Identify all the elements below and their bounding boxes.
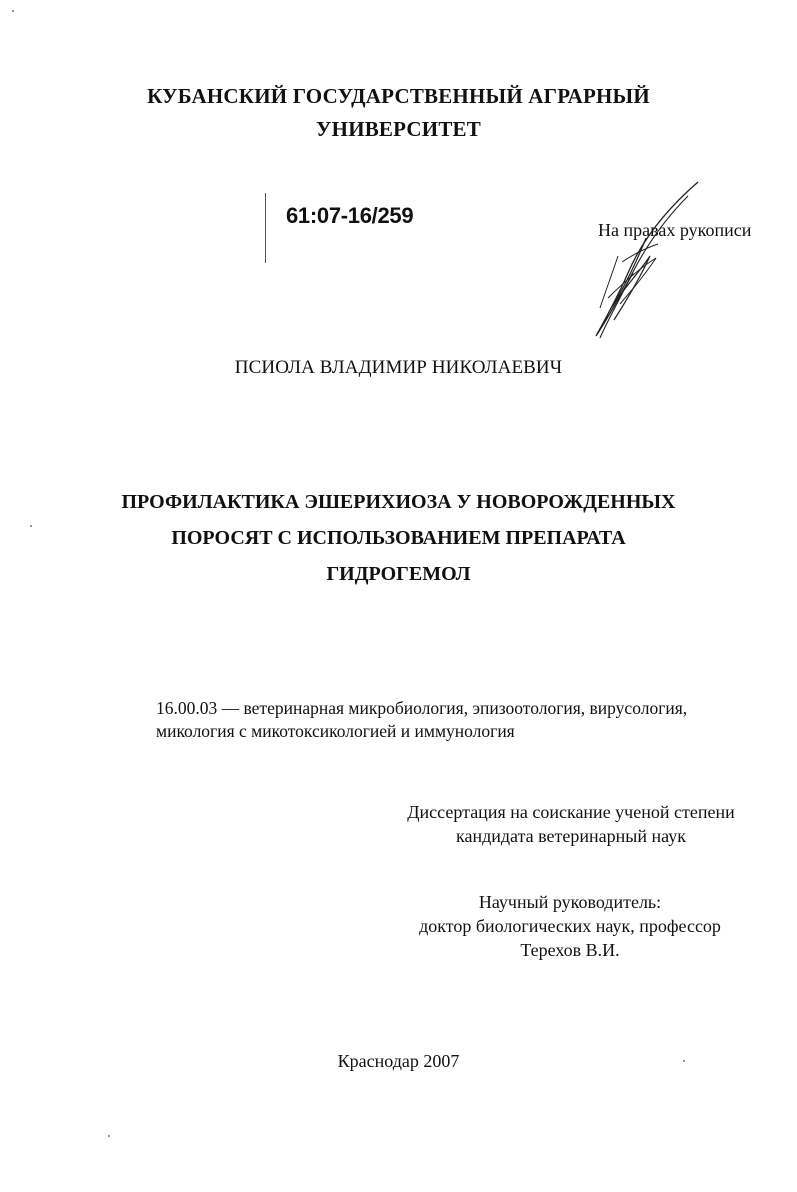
supervisor-credentials: доктор биологических наук, профессор <box>419 916 721 936</box>
scan-speck <box>12 10 14 12</box>
manuscript-rights: На правах рукописи <box>598 220 752 240</box>
title-line3: ГИДРОГЕМОЛ <box>326 563 471 585</box>
title-line2: ПОРОСЯТ С ИСПОЛЬЗОВАНИЕМ ПРЕПАРАТА <box>171 527 626 549</box>
specialty-line2: микология с микотоксикологией и иммунология <box>156 721 515 741</box>
scan-speck <box>683 1060 685 1062</box>
dissertation-line2: кандидата ветеринарный наук <box>456 826 686 846</box>
stamp-bar <box>265 193 266 263</box>
title-line1: ПРОФИЛАКТИКА ЭШЕРИХИОЗА У НОВОРОЖДЕННЫХ <box>121 491 676 513</box>
dissertation-line1: Диссертация на соискание ученой степени <box>407 802 735 822</box>
signature-icon <box>548 178 708 343</box>
scan-speck <box>30 525 32 527</box>
specialty-line1: 16.00.03 — ветеринарная микробиология, эпизоотология, вирусология, <box>156 698 688 718</box>
place-year: Краснодар 2007 <box>337 1051 460 1071</box>
university-name-line2: УНИВЕРСИТЕТ <box>316 117 481 141</box>
scan-speck <box>108 1135 110 1137</box>
supervisor-name: Терехов В.И. <box>520 940 620 960</box>
catalog-stamp: 61:07-16/259 <box>286 203 414 228</box>
supervisor-label: Научный руководитель: <box>478 892 662 912</box>
author-name: ПСИОЛА ВЛАДИМИР НИКОЛАЕВИЧ <box>234 357 563 378</box>
university-name-line1: КУБАНСКИЙ ГОСУДАРСТВЕННЫЙ АГРАРНЫЙ <box>147 84 650 108</box>
